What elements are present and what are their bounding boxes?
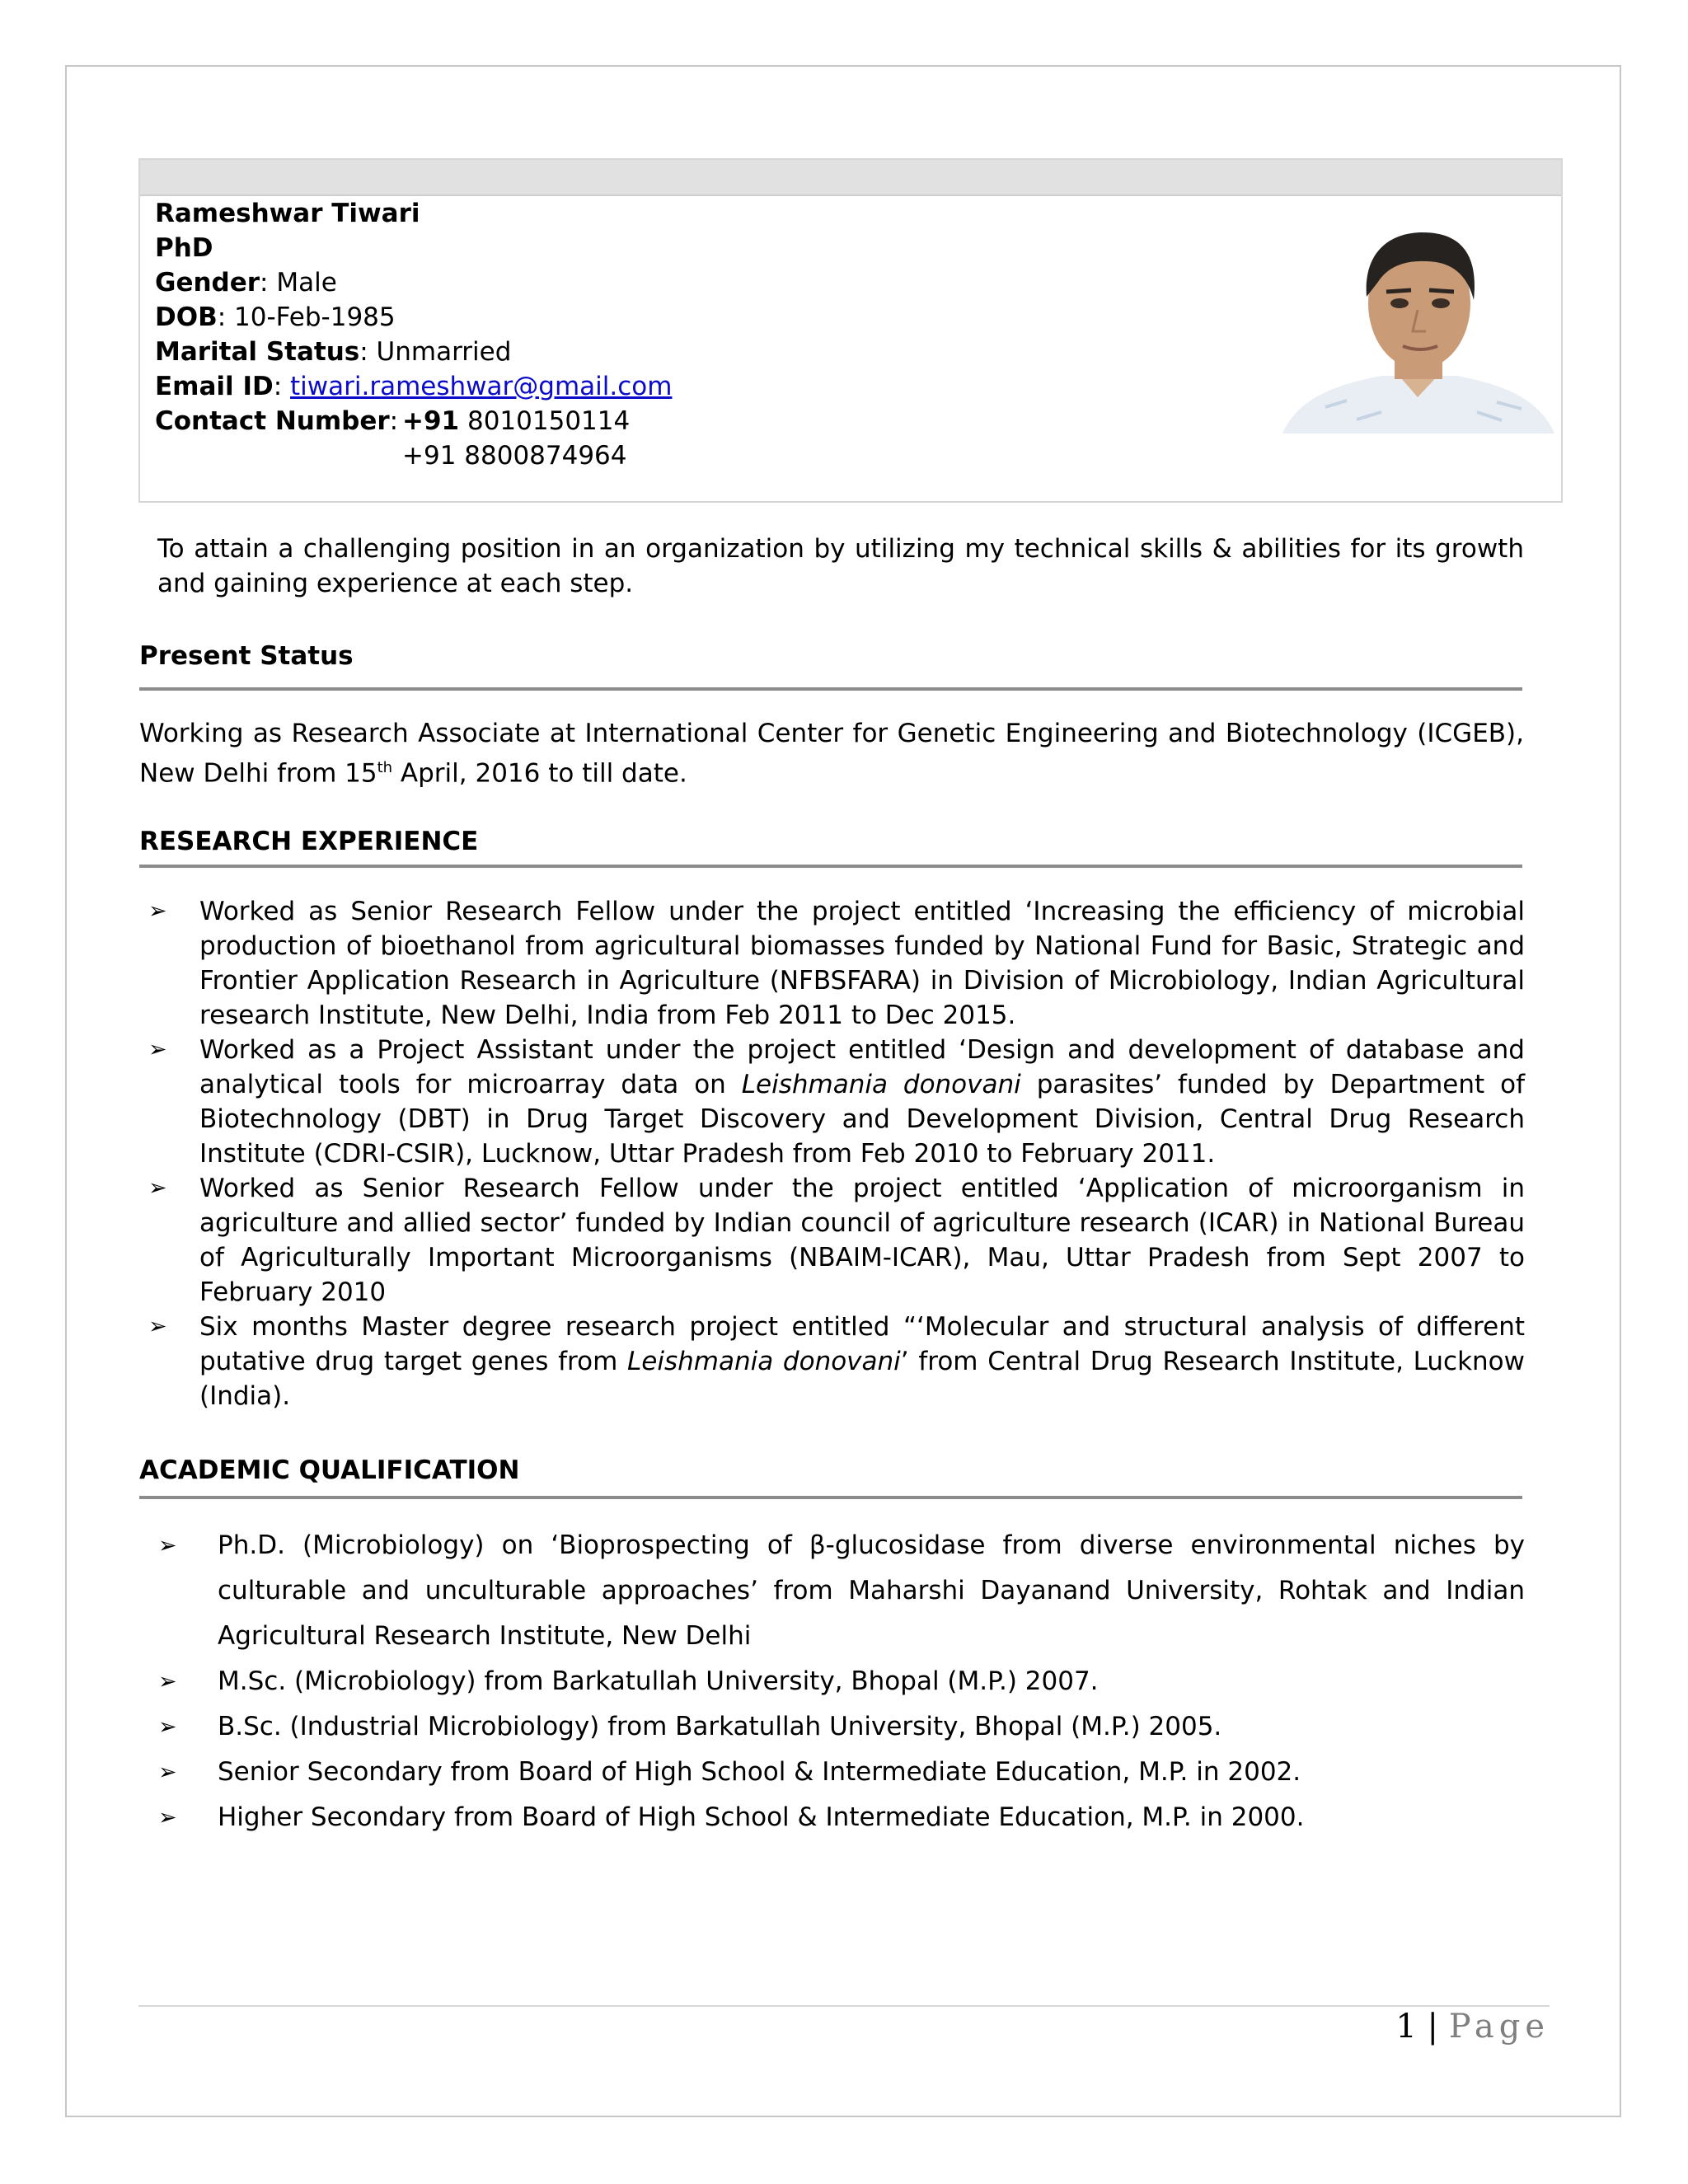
- phone-1: 8010150114: [459, 406, 631, 436]
- research-experience-heading: RESEARCH EXPERIENCE: [139, 827, 479, 856]
- present-status-heading: Present Status: [139, 641, 354, 671]
- research-experience-list: [148, 894, 1525, 1413]
- arrow-bullet-icon: ➢: [158, 1533, 177, 1558]
- page-number: 1 | Page: [1395, 2008, 1550, 2046]
- present-status-divider: [139, 687, 1522, 691]
- list-item: ➢ Ph.D. (Microbiology) on ‘Bioprospecting of β-glucosidase from diverse environmental niches by culturable and unculturable approaches’ from Maharshi Dayanand University, Rohtak and Indian Agricultural Research Institute, New Delhi: [158, 1523, 1525, 1659]
- header-bar: [140, 160, 1561, 196]
- arrow-bullet-icon: ➢: [158, 1669, 177, 1694]
- research-experience-divider: [139, 865, 1522, 868]
- list-item: ➢ M.Sc. (Microbiology) from Barkatullah University, Bhopal (M.P.) 2007.: [158, 1659, 1525, 1704]
- list-item: ➢ Worked as Senior Research Fellow under the project entitled ‘Increasing the efficiency of microbial production of bioethanol from agricultural biomasses funded by National Fund for Basic, Strategic and Frontier Application Research in Agriculture (NFBSFARA) in Division of Microbiology, Indian Agricultural research Institute, New Delhi, India from Feb 2011 to Dec 2015.: [148, 894, 1525, 1033]
- profile-photo: [1250, 218, 1596, 434]
- academic-qualification-list: [158, 1523, 1525, 1840]
- list-item: ➢ Worked as Senior Research Fellow under the project entitled ‘Application of microorganism in agriculture and allied sector’ funded by Indian council of agriculture research (ICAR) in National Bureau of Agriculturally Important Microorganisms (NBAIM-ICAR), Mau, Uttar Pradesh from Sept 2007 to February 2010: [148, 1171, 1525, 1310]
- academic-qualification-heading: ACADEMIC QUALIFICATION: [139, 1455, 520, 1485]
- arrow-bullet-icon: ➢: [148, 898, 167, 924]
- footer-divider: [138, 2005, 1550, 2007]
- arrow-bullet-icon: ➢: [148, 1175, 167, 1201]
- arrow-bullet-icon: ➢: [148, 1314, 167, 1339]
- arrow-bullet-icon: ➢: [158, 1760, 177, 1785]
- candidate-name: Rameshwar Tiwari: [155, 199, 420, 228]
- list-item: ➢ B.Sc. (Industrial Microbiology) from Barkatullah University, Bhopal (M.P.) 2005.: [158, 1704, 1525, 1750]
- list-item: ➢ Worked as a Project Assistant under the project entitled ‘Design and development of database and analytical tools for microarray data on Leishmania donovani parasites’ funded by Department of Biotechnology (DBT) in Drug Target Discovery and Development Division, Central Drug Research Institute (CDRI-CSIR), Lucknow, Uttar Pradesh from Feb 2010 to February 2011.: [148, 1033, 1525, 1171]
- email-link[interactable]: tiwari.rameshwar@gmail.com: [290, 372, 673, 401]
- candidate-degree: PhD: [155, 233, 213, 263]
- present-status-text: Working as Research Associate at International Center for Genetic Engineering and Biotechnology (ICGEB), New Delhi from 15th April, 2016 to till date.: [139, 719, 1524, 789]
- phone-2: +91 8800874964: [402, 441, 627, 471]
- arrow-bullet-icon: ➢: [148, 1037, 167, 1062]
- email-row: Email ID: tiwari.rameshwar@gmail.com: [155, 372, 673, 401]
- personal-details: [155, 196, 672, 473]
- arrow-bullet-icon: ➢: [158, 1714, 177, 1740]
- contact-row: Contact Number: +91 8010150114: [155, 406, 631, 436]
- arrow-bullet-icon: ➢: [158, 1805, 177, 1830]
- list-item: ➢ Senior Secondary from Board of High School & Intermediate Education, M.P. in 2002.: [158, 1750, 1525, 1795]
- gender-row: Gender: Male: [155, 268, 337, 298]
- career-objective: To attain a challenging position in an organization by utilizing my technical skills & abilities for its growth and gaining experience at each step.: [157, 534, 1524, 598]
- dob-row: DOB: 10-Feb-1985: [155, 302, 396, 332]
- marital-status-row: Marital Status: Unmarried: [155, 337, 512, 367]
- list-item: ➢ Higher Secondary from Board of High School & Intermediate Education, M.P. in 2000.: [158, 1795, 1525, 1840]
- list-item: ➢ Six months Master degree research project entitled “‘Molecular and structural analysis of different putative drug target genes from Leishmania donovani’ from Central Drug Research Institute, Lucknow (India).: [148, 1310, 1525, 1413]
- academic-qualification-divider: [139, 1496, 1522, 1499]
- profile-header: [138, 158, 1563, 503]
